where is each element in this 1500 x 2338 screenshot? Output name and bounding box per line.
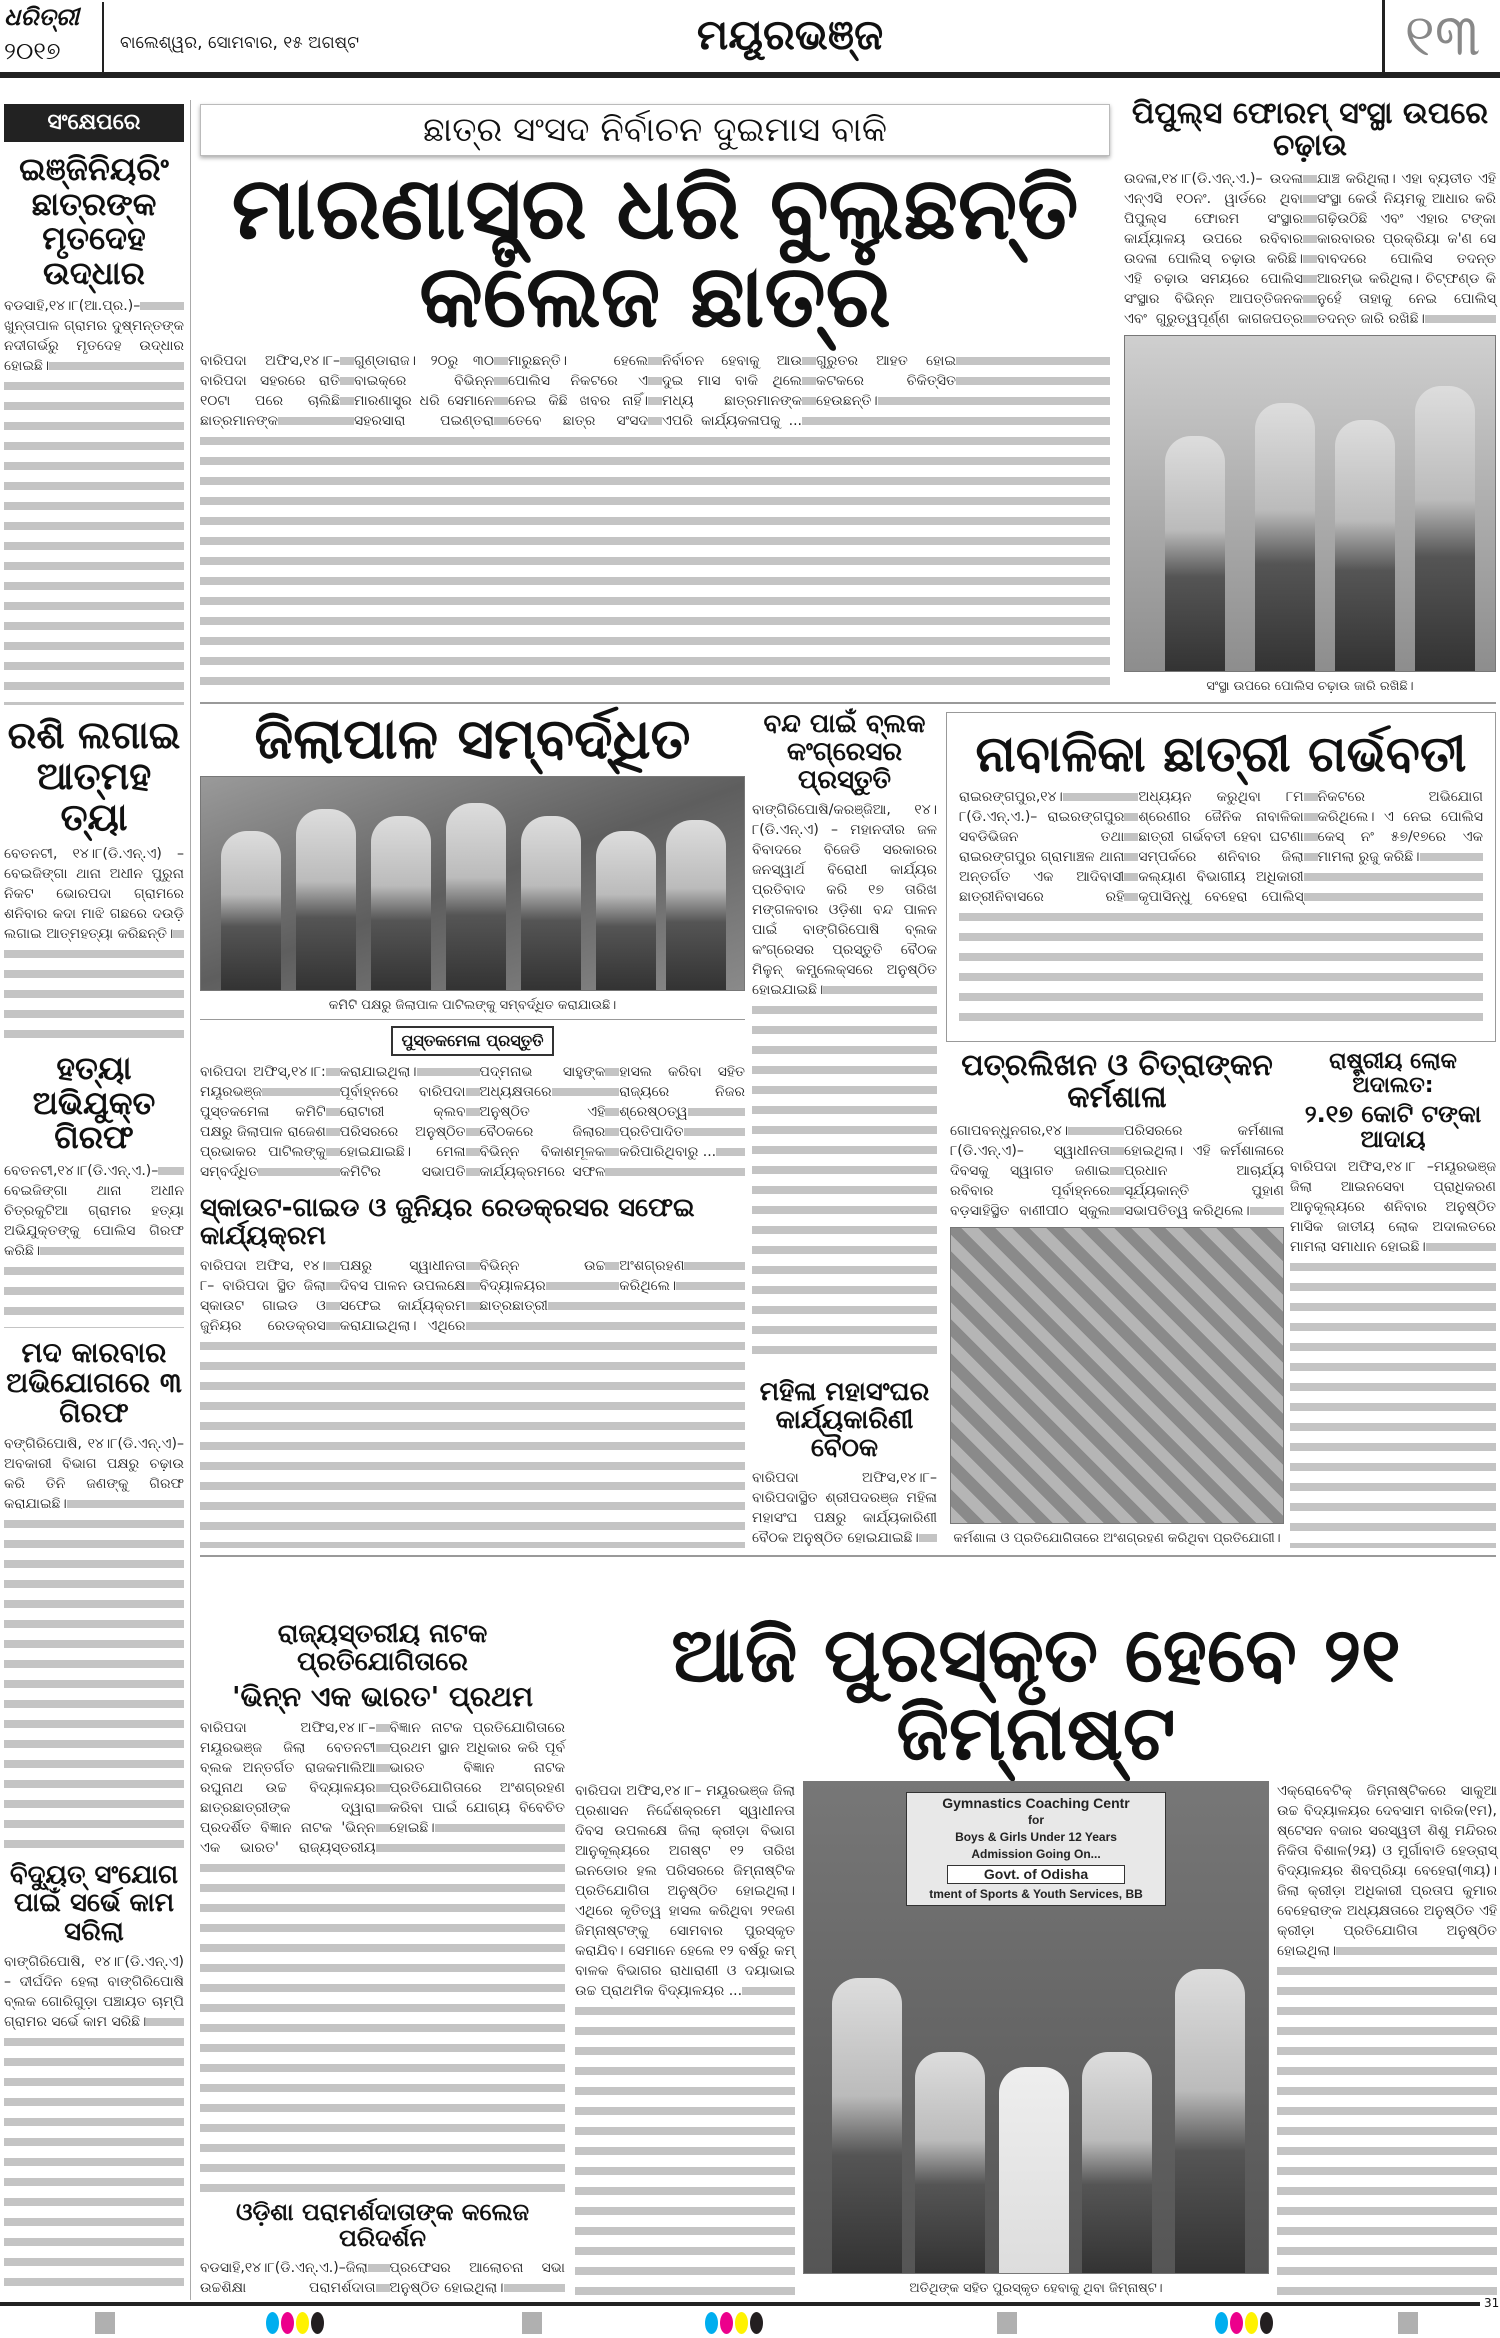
- brief-5-body: [4, 1952, 184, 2296]
- gymnast-caption: ଅତିଥିଙ୍କ ସହିତ ପୁରସ୍କୃତ ହେବାକୁ ଥିବା ଜିମ୍ନାଷ୍ଟ।: [909, 2281, 1163, 2296]
- brief-1-text: ବଡସାହି,୧୪।୮(ଆ.ପ୍ର.)– ଖୁନ୍ତାପାଳ ଗ୍ରାମର ଦୁଷ୍ମନ୍ତଙ୍କ ନଦୀଗର୍ଭରୁ ମୃତଦେହ ଉଦ୍ଧାର ହୋଇଛି।: [4, 298, 184, 375]
- natak-text: ବାରିପଦା ଅଫିସ,୧୪।୮– ମୟୂରଭଞ୍ଜ ଜିଲା ବେତନଟୀ ବ୍ଲକ ଅନ୍ତର୍ଗତ ରାଜକମାଲିଆ ରଘୁନାଥ ଉଚ୍ଚ ବିଦ୍ୟାଳୟର ଛାତ୍ରଛାତ୍ରୀଙ୍କ ଦ୍ୱାରା ପ୍ରଦର୍ଶିତ ବିଜ୍ଞାନ ନାଟକ 'ଭିନ୍ନ ଏକ ଭାରତ' ରାଜ୍ୟସ୍ତରୀୟ ବିଜ୍ଞାନ ନାଟକ ପ୍ରତିଯୋଗିତାରେ ପ୍ରଥମ ସ୍ଥାନ ଅଧିକାର କରି ପୂର୍ବ ଭାରତ ବିଜ୍ଞାନ ନାଟକ ପ୍ରତିଯୋଗିତାରେ ଅଂଶଗ୍ରହଣ କରିବା ପାଇଁ ଯୋଗ୍ୟ ବିବେଚିତ ହୋଇଛି।: [200, 1720, 565, 1857]
- edition-title: ମୟୂରଭଞ୍ଜ: [696, 10, 884, 59]
- lokadalat-story: [1290, 1050, 1496, 1548]
- brief-2: [4, 715, 184, 1041]
- patra-headline: ପତ୍ରଲିଖନ ଓ ଚିତ୍ରାଙ୍କନ କର୍ମଶାଳା: [961, 1048, 1273, 1116]
- row-rule-1: [200, 702, 1496, 704]
- brief-2-headline: ରଶି ଲଗାଇ ଆତ୍ମହତ୍ୟା: [7, 713, 181, 840]
- jilapal-headline: ଜିଲାପାଳ ସମ୍ବର୍ଦ୍ଧିତ: [254, 707, 691, 772]
- logo-year: ୨୦୧୭: [4, 37, 61, 65]
- gymnast-banner: [906, 1792, 1166, 1906]
- patra-story: [950, 1050, 1284, 1548]
- jilapal-body: [200, 1062, 745, 1182]
- gymnast-photo-block: [803, 1781, 1269, 2298]
- lokadalat-headline-2: ୨.୧୭ କୋଟି ଟଙ୍କା ଆଦାୟ: [1304, 1099, 1482, 1154]
- brief-4: [4, 1335, 184, 1852]
- registration-mark: [1398, 2312, 1418, 2334]
- lokadalat-headline: ରାଷ୍ଟ୍ରୀୟ ଲୋକ ଅଦାଲତ:: [1329, 1049, 1457, 1098]
- dateline: ବାଲେଶ୍ୱର, ସୋମବାର, ୧୫ ଅଗଷ୍ଟ: [120, 33, 359, 53]
- mahila-text: ବାରିପଦା ଅଫିସ,୧୪।୮– ବାରିପଦାସ୍ଥିତ ଶ୍ରୀପଦରଞ୍ଜ ମହିଳା ମହାସଂଘ ପକ୍ଷରୁ କାର୍ଯ୍ୟକାରିଣୀ ବୈଠକ ଅନୁଷ୍ଠିତ ହୋଇଯାଇଛି।: [752, 1470, 937, 1546]
- brief-4-text: ବଙ୍ଗିରିପୋଷି, ୧୪।୮(ଡି.ଏନ୍.ଏ)– ଅବକାରୀ ବିଭାଗ ପକ୍ଷରୁ ଚଢ଼ାଉ କରି ତିନି ଜଣଙ୍କୁ ଗିରଫ କରାଯାଇଛି।: [4, 1436, 184, 1513]
- brief-3-body: [4, 1161, 184, 1328]
- brief-3-headline: ହତ୍ୟା ଅଭିଯୁକ୍ତ ଗିରଫ: [32, 1049, 156, 1157]
- top-headline: ମାରଣାସ୍ତ୍ର ଧରି ବୁଲୁଛନ୍ତି କଲେଜ ଛାତ୍ର: [231, 159, 1079, 347]
- pipul-caption: ସଂସ୍ଥା ଉପରେ ପୋଲିସ ଚଢ଼ାଉ ଜାରି ରଖିଛି।: [1206, 679, 1414, 694]
- gymnast-body: [575, 1781, 795, 2298]
- top-body: [200, 351, 1110, 694]
- jilapal-caption: କମିଟି ପକ୍ଷରୁ ଜିଲାପାଳ ପାଟିଲଙ୍କୁ ସମ୍ବର୍ଦ୍ଧିତ କରାଯାଉଛି।: [200, 997, 745, 1020]
- lokadalat-body: [1290, 1157, 1496, 1548]
- brief-1-headline: ଇଞ୍ଜିନିୟରିଂ ଛାତ୍ରଙ୍କ ମୃତଦେହ ଉଦ୍ଧାର: [19, 150, 169, 292]
- scout-body: [200, 1256, 745, 1548]
- bandh-headline: ବନ୍ଦ ପାଇଁ ବ୍ଲକ କଂଗ୍ରେସର ପ୍ରସ୍ତୁତି: [763, 709, 926, 796]
- brief-5-headline: ବିଦ୍ୟୁତ୍ ସଂଯୋଗ ପାଇଁ ସର୍ଭେ କାମ ସରିଲା: [9, 1860, 179, 1947]
- left-column: [4, 104, 184, 2296]
- nabalika-headline: ନାବାଳିକା ଛାତ୍ରୀ ଗର୍ଭବତୀ: [975, 725, 1467, 783]
- left-column-divider: [190, 100, 191, 2300]
- bandh-text: ବାଙ୍ଗିରିପୋଷି/କରଞ୍ଜିଆ, ୧୪।୮(ଡି.ଏନ୍.ଏ) – ମହାନଦୀର ଜଳ ବିବାଦରେ ବିଜେଡି ସରକାରର ଜନସ୍ୱାର୍ଥ ବିରୋଧୀ କାର୍ଯ୍ୟର ପ୍ରତିବାଦ କରି ୧୭ ତାରିଖ ମଙ୍ଗଳବାର ଓଡ଼ିଶା ବନ୍ଦ ପାଳନ ପାଇଁ ବାଙ୍ଗିରିପୋଷି ବ୍ଲକ କଂଗ୍ରେସର ପ୍ରସ୍ତୁତି ବୈଠକ ମିଳୁନ୍ କମ୍ପ୍ଲେକ୍ସରେ ଅନୁଷ୍ଠିତ ହୋଇଯାଇଛି।: [752, 802, 937, 999]
- color-bar: [705, 2312, 765, 2338]
- brief-1-body: [4, 296, 184, 705]
- masthead-logo: [4, 2, 104, 72]
- brief-2-text: ବେତନଟୀ, ୧୪।୮(ଡି.ଏନ୍.ଏ) – ବେଇଜିଙ୍ଗା ଥାନା ଅଧୀନ ପୁରୁନା ନିକଟ ଭୋରପଦା ଗ୍ରାମରେ ଶନିବାର କଦା ମାଝି ଗଛରେ ଦଉଡ଼ି ଲଗାଇ ଆତ୍ମହତ୍ୟା କରିଛନ୍ତି।: [4, 846, 184, 943]
- gymnast-row: [575, 1781, 1497, 2298]
- natak-headline-2: 'ଭିନ୍ନ ଏକ ଭାରତ' ପ୍ରଥମ: [231, 1680, 534, 1714]
- masthead-rule: [0, 72, 1500, 78]
- lokadalat-text: ବାରିପଦା ଅଫିସ,୧୪।୮ –ମୟୂରଭଞ୍ଜ ଜିଲା ଆଇନସେବା ପ୍ରାଧିକରଣ ଆନୁକୂଲ୍ୟରେ ଶନିବାର ଅନୁଷ୍ଠିତ ମାସିକ ଜାତୀୟ ଲୋକ ଅଦାଲତରେ ମାମଲା ସମାଧାନ ହୋଇଛି।: [1290, 1159, 1496, 1256]
- nabalika-text: ରାଇରଙ୍ଗପୁର,୧୪।୮(ଡି.ଏନ୍.ଏ.)– ରାଇରଙ୍ଗପୁର ସବଡିଭିଜନ ତଥା ରାଇରଙ୍ଗପୁର ଗ୍ରାମାଞ୍ଚଳ ଥାନା ଅନ୍ତର୍ଗତ ଏକ ଆଦିବାସୀ ଛାତ୍ରୀନିବାସରେ ରହି ଅଧ୍ୟୟନ କରୁଥିବା ୮ମ ଶ୍ରେଣୀର ଜୈନିକ ନାବାଳିକା ଛାତ୍ରୀ ଗର୍ଭବତୀ ହେବା ଘଟଣା ସମ୍ପର୍କରେ ଶନିବାର ଜିଲା କଲ୍ୟାଣ ବିଭାଗୀୟ ଅଧିକାରୀ କୃପାସିନ୍ଧୁ ବେହେରା ପୋଲିସ୍ ନିକଟରେ ଅଭିଯୋଗ କରିଥିଲେ। ଏ ନେଇ ପୋଲିସ କେସ୍ ନଂ ୫୭/୧୭ରେ ଏକ ମାମଲା ରୁଜୁ କରିଛି।: [959, 789, 1483, 905]
- brief-5: [4, 1861, 184, 2296]
- brief-3: [4, 1051, 184, 1328]
- bandh-column: [752, 710, 937, 1548]
- patra-photo: [950, 1227, 1284, 1524]
- scout-headline: ସ୍କାଉଟ-ଗାଇଡ ଓ ଜୁନିୟର ରେଡକ୍ରସର ସଫେଇ କାର୍ଯ୍ୟକ୍ରମ: [200, 1192, 695, 1251]
- top-story: [200, 104, 1110, 694]
- row-rule-2: [200, 1555, 1496, 1557]
- banner-line: for: [1028, 1813, 1044, 1828]
- banner-line: Boys & Girls Under 12 Years: [955, 1830, 1117, 1845]
- banner-line: Govt. of Odisha: [947, 1865, 1125, 1884]
- logo-text: ଧରିତ୍ରୀ: [4, 3, 79, 31]
- pipul-headline: ପିପୁଲ୍ସ ଫୋରମ୍ ସଂସ୍ଥା ଉପରେ ଚଢ଼ାଉ: [1131, 96, 1489, 164]
- patra-text: ଗୋପବନ୍ଧୁନଗର,୧୪।୮(ଡି.ଏନ୍.ଏ)– ସ୍ୱାଧୀନତା ଦିବସକୁ ସ୍ୱାଗତ ଜଣାଇ ରବିବାର ପୂର୍ବାହ୍ନରେ ବଡ଼ସାହିସ୍ଥିତ ବାଣୀପୀଠ ସ୍କୁଲ ପରିସରରେ କର୍ମଶାଳା ହୋଇଥିଲା। ଏହି କର୍ମଶାଳାରେ ପ୍ରଧାନ ଆଚାର୍ଯ୍ୟ ସୂର୍ଯ୍ୟକାନ୍ତି ପୁହାଣ ସଭାପତିତ୍ୱ କରିଥିଲେ।: [950, 1122, 1284, 1219]
- college-body: [200, 2258, 565, 2298]
- jilapal-photo: [200, 776, 745, 990]
- banner-line: Admission Going On...: [971, 1847, 1101, 1862]
- nabalika-body: [959, 787, 1483, 1031]
- natak-column: [200, 1620, 565, 2298]
- jilapal-subhead: ପୁସ୍ତକମେଳା ପ୍ରସ୍ତୁତି: [391, 1026, 553, 1056]
- patra-caption: କର୍ମଶାଳା ଓ ପ୍ରତିଯୋଗିତାରେ ଅଂଶଗ୍ରହଣ କରିଥିବା ପ୍ରତିଯୋଗୀ।: [953, 1531, 1281, 1546]
- gymnast-story: [575, 1610, 1497, 2298]
- gymnast-photo: [803, 1781, 1269, 2274]
- registration-mark: [95, 2312, 115, 2334]
- college-headline: ଓଡ଼ିଶା ପରାମର୍ଶଦାତାଙ୍କ କଲେଜ ପରିଦର୍ଶନ: [235, 2198, 530, 2253]
- brief-4-headline: ମଦ କାରବାର ଅଭିଯୋଗରେ ୩ ଗିରଫ: [6, 1335, 182, 1430]
- brief-1: [4, 152, 184, 705]
- natak-headline: ରାଜ୍ୟସ୍ତରୀୟ ନାଟକ ପ୍ରତିଯୋଗିତାରେ: [277, 1619, 488, 1678]
- brief-3-text: ବେତନଟୀ,୧୪।୮(ଡି.ଏନ୍.ଏ.)– ବେଇଜିଙ୍ଗା ଥାନା ଅଧୀନ ଚିତ୍ରକୁଟିଆ ଗ୍ରାମର ହତ୍ୟା ଅଭିଯୁକ୍ତଙ୍କୁ ପୋଲିସ ଗିରଫ କରିଛି।: [4, 1162, 184, 1259]
- page-number-large: ୧୩: [1382, 0, 1500, 72]
- brief-5-text: ବାଙ୍ଗିରିପୋଷି, ୧୪।୮(ଡି.ଏନ୍.ଏ) – ଦୀର୍ଘଦିନ ହେଲା ବାଙ୍ଗିରିପୋଷି ବ୍ଲକ ଗୋରିଗୁଡ଼ା ପଞ୍ଚାୟତ ଚାମ୍ପି ଗ୍ରାମର ସର୍ଭେ କାମ ସରିଛି।: [4, 1953, 184, 2030]
- brief-2-body: [4, 844, 184, 1041]
- top-kicker: ଛାତ୍ର ସଂସଦ ନିର୍ବାଚନ ଦୁଇମାସ ବାକି: [422, 110, 888, 150]
- banner-line: Gymnastics Coaching Centr: [942, 1795, 1130, 1812]
- gymnast-headline: ଆଜି ପୁରସ୍କୃତ ହେବେ ୨୧ ଜିମ୍ନାଷ୍ଟ: [671, 1610, 1401, 1777]
- footer-rule: [0, 2302, 1480, 2306]
- pipul-body: [1124, 169, 1496, 329]
- registration-mark: [522, 2312, 542, 2334]
- jilapal-text: ବାରିପଦା ଅଫିସ୍,୧୪।୮: ମୟୂରଭଞ୍ଜ ପୁସ୍ତକମେଳା କମିଟି ପକ୍ଷରୁ ଜିଲାପାଳ ରାଜେଶ ପ୍ରଭାକର ପାଟିଲଙ୍କୁ ସମ୍ବର୍ଦ୍ଧିତ କରାଯାଇଥିଲା। ପୂର୍ବାହ୍ନରେ ବାରିପଦା ରୋଟାରୀ କ୍ଲବ ପରିସରରେ ଅନୁଷ୍ଠିତ ହୋଇଯାଇଛି। ମେଳା କମିଟିର ସଭାପତି ପଦ୍ମନାଭ ସାହୁଙ୍କ ଅଧ୍ୟକ୍ଷତାରେ ଅନୁଷ୍ଠିତ ଏହି ବୈଠକରେ ଜିଲାର ବିଭିନ୍ନ ବିକାଶମୂଳକ କାର୍ଯ୍ୟକ୍ରମରେ ସଫଳ ହାସଲ କରିବା ସହିତ ରାଜ୍ୟରେ ନିଜର ଶ୍ରେଷ୍ଠତ୍ୱ ପ୍ରତିପାଦିତ କରିପାରିଥିବାରୁ ...: [200, 1063, 745, 1180]
- brief-label: ସଂକ୍ଷେପରେ: [4, 104, 184, 142]
- top-text: ବାରିପଦା ଅଫିସ,୧୪।୮– ବାରିପଦା ସହରରେ ରାତି ୧୦ଟା ପରେ ଚାଲିଛି ଛାତ୍ରମାନଙ୍କ ଗୁଣ୍ଡାରାଜ। ୨୦ରୁ ୩୦ ବାଇକ୍‌ରେ ବିଭିନ୍ନ ମାରଣାସ୍ତ୍ର ଧରି ସେମାନେ ସହରସାରା ପଇଣ୍ତରା ମାରୁଛନ୍ତି। ହେଲେ ପୋଲିସ ନିକଟରେ ଏ ନେଇ କିଛି ଖବର ନାହିଁ। ତେବେ ଛାତ୍ର ସଂସଦ ନିର୍ବାଚନ ହେବାକୁ ଆଉ ଦୁଇ ମାସ ବାକି ଥିଲେ ମଧ୍ୟ ଛାତ୍ରମାନଙ୍କ ଏପରି କାର୍ଯ୍ୟକଳାପକୁ ... ଗୁରୁତର ଆହତ ହୋଇ କଟକରେ ଚିକିତ୍ସିତ ହେଉଛନ୍ତି।: [200, 353, 956, 430]
- bandh-body: [752, 800, 937, 1366]
- pipul-story: [1124, 98, 1496, 696]
- patra-body: [950, 1121, 1284, 1221]
- nabalika-box: [946, 712, 1496, 1042]
- mahila-body: [752, 1468, 937, 1548]
- jilapal-scout-column: [200, 707, 745, 1548]
- pipul-photo: [1124, 335, 1496, 672]
- registration-mark: [997, 2312, 1017, 2334]
- natak-body: [200, 1718, 565, 2194]
- gymnast-text: ବାରିପଦା ଅଫିସ,୧୪।୮– ମୟୂରଭଞ୍ଜ ଜିଲା ପ୍ରଶାସନ ନିର୍ଦ୍ଦେଶକ୍ରମେ ସ୍ୱାଧୀନତା ଦିବସ ଉପଲକ୍ଷେ ଜିଲା କ୍ରୀଡ଼ା ବିଭାଗ ଆନୁକୂଲ୍ୟରେ ଅଗଷ୍ଟ ୧୨ ତାରିଖ ଇନଡୋର ହଲ ପରିସରରେ ଜିମ୍ନାଷ୍ଟିକ ପ୍ରତିଯୋଗିତା ଅନୁଷ୍ଠିତ ହୋଇଥିଲା। ଏଥିରେ କୃତିତ୍ୱ ହାସଲ କରିଥିବା ୨୧ଜଣ ଜିମ୍ନାଷ୍ଟଙ୍କୁ ସୋମବାର ପୁରସ୍କୃତ କରାଯିବ। ସେମାନେ ହେଲେ ୧୨ ବର୍ଷରୁ କମ୍ ବାଳକ ବିଭାଗର ରାଧାରାଣୀ ଓ ଦୟାଭାଇ ଉଚ୍ଚ ପ୍ରାଥମିକ ବିଦ୍ୟାଳୟର ...: [575, 1783, 795, 2000]
- college-text: ବଡସାହି,୧୪।୮(ଡି.ଏନ୍.ଏ.)–ଜିଲା ଉଚ୍ଚଶିକ୍ଷା ପରାମର୍ଶଦାତା ପ୍ରଫେସର ଆଲୋଚନା ସଭା ଅନୁଷ୍ଠିତ ହୋଇଥିଲା।: [200, 2260, 565, 2296]
- footer-page-number: 31: [1484, 2296, 1500, 2310]
- color-bar: [266, 2312, 326, 2338]
- scout-text: ବାରିପଦା ଅଫିସ, ୧୪।୮– ବାରିପଦା ସ୍ଥିତ ଜିଲା ସ୍କାଉଟ ଗାଇଡ ଓ ଜୁନିୟର ରେଡକ୍ରସ ପକ୍ଷରୁ ସ୍ୱାଧୀନତା ଦିବସ ପାଳନ ଉପଲକ୍ଷେ ସଫେଇ କାର୍ଯ୍ୟକ୍ରମ କରାଯାଇଥିଲା। ଏଥିରେ ବିଭିନ୍ନ ଉଚ୍ଚ ବିଦ୍ୟାଳୟର ଛାତ୍ରଛାତ୍ରୀ ଅଂଶଗ୍ରହଣ କରିଥିଲେ।: [200, 1257, 685, 1334]
- pipul-text: ଉଦଳା,୧୪।୮(ଡି.ଏନ୍.ଏ.)– ଉଦଳା ଏନ୍‌ଏସି ୧୦ନଂ. ୱାର୍ଡରେ ଥିବା ପିପୁଲ୍ସ ଫୋରମ ସଂସ୍ଥାର କାର୍ଯ୍ୟାଳୟ ଉପରେ ରବିବାର ଉଦଳା ପୋଲିସ୍ ଚଢ଼ାଉ କରିଛି। ଏହି ଚଢ଼ାଉ ସମୟରେ ପୋଲିସ ସଂସ୍ଥାର ବିଭିନ୍ନ ଆପତ୍ତିଜନକ ଏବଂ ଗୁରୁତ୍ୱପୂର୍ଣ୍ଣ କାଗଜପତ୍ର ଯାଞ୍ଚ କରିଥିଲା। ଏହା ବ୍ୟତୀତ ଏହି ସଂସ୍ଥା କେଉଁ ନିୟମକୁ ଆଧାର କରି ଗଢ଼ିଉଠିଛି ଏବଂ ଏହାର ଟଙ୍କା କାରବାରର ପ୍ରକ୍ରିୟା କ'ଣ ସେ ବାବଦରେ ପୋଲିସ ତଦନ୍ତ ଆରମ୍ଭ କରିଥିଲା। ଚିଟ୍‌ଫଣ୍ଡ କି ନୁହେଁ ତାହାକୁ ନେଇ ପୋଲିସ୍ ତଦନ୍ତ ଜାରି ରଖିଛି।: [1124, 170, 1496, 327]
- brief-4-body: [4, 1434, 184, 1851]
- top-kicker-box: [200, 104, 1110, 156]
- gymnast-text-2: ଏକ୍ରୋବେଟିକ୍ ଜିମ୍ନାଷ୍ଟିକରେ ସାକୁଆ ଉଚ୍ଚ ବିଦ୍ୟାଳୟର ଦେବସାମ ବାରିକ(୧ମ), ଷ୍ଟେସନ ବଜାର ସରସ୍ୱତୀ ଶିଶୁ ମନ୍ଦିରର ନିକିତା ବିଶାଳ(୨ୟ) ଓ ମୁର୍ଗାବାଡି ହେଡ୍ରାସ୍ ବିଦ୍ୟାଳୟର ଶିବପ୍ରିୟା ବେହେରା(୩ୟ)। ଜିଲା କ୍ରୀଡ଼ା ଅଧିକାରୀ ପ୍ରତାପ କୁମାର ବେହେରାଙ୍କ ଅଧ୍ୟକ୍ଷତାରେ ଅନୁଷ୍ଠିତ ଏହି କ୍ରୀଡ଼ା ପ୍ରତିଯୋଗିତା ଅନୁଷ୍ଠିତ ହୋଇଥିଲା।: [1277, 1783, 1497, 1960]
- gymnast-body-2: [1277, 1781, 1497, 2298]
- color-bar: [1215, 2312, 1275, 2338]
- mahila-headline: ମହିଳା ମହାସଂଘର କାର୍ଯ୍ୟକାରିଣୀ ବୈଠକ: [759, 1376, 930, 1463]
- banner-line: tment of Sports & Youth Services, BB: [929, 1887, 1143, 1902]
